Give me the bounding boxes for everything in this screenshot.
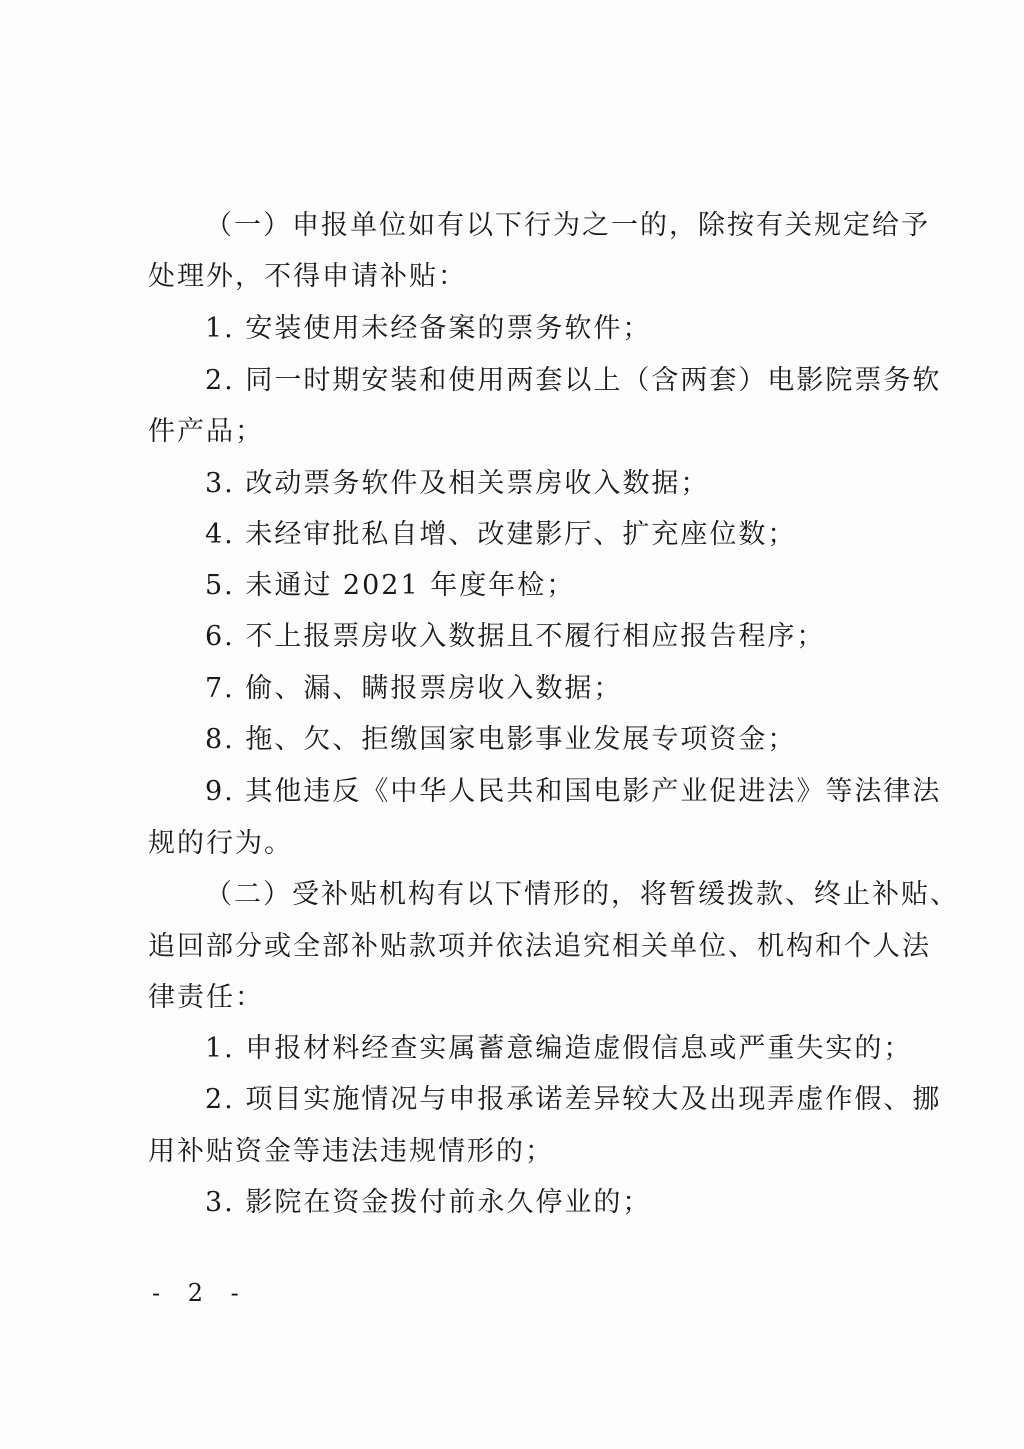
section2-intro-line1: （二）受补贴机构有以下情形的，将暂缓拨款、终止补贴、 — [205, 879, 959, 910]
section1-item-1: 1. 安装使用未经备案的票务软件； — [205, 313, 652, 344]
section1-item-4: 4. 未经审批私自增、改建影厅、扩充座位数； — [205, 519, 797, 550]
section1-item-9-line1: 9. 其他违反《中华人民共和国电影产业促进法》等法律法 — [205, 776, 942, 807]
section1-item-9-line2: 规的行为。 — [148, 828, 293, 859]
section2-item-2-line2: 用补贴资金等违法违规情形的； — [148, 1136, 554, 1167]
page-number: - 2 - — [152, 1279, 249, 1307]
section1-item-8: 8. 拖、欠、拒缴国家电影事业发展专项资金； — [205, 724, 797, 755]
section2-item-3: 3. 影院在资金拨付前永久停业的； — [205, 1187, 652, 1218]
section2-intro-line2: 追回部分或全部补贴款项并依法追究相关单位、机构和个人法 — [148, 931, 931, 962]
section1-item-3: 3. 改动票务软件及相关票房收入数据； — [205, 468, 710, 499]
section1-item-2-line1: 2. 同一时期安装和使用两套以上（含两套）电影院票务软 — [205, 365, 942, 396]
section1-intro-line1: （一）申报单位如有以下行为之一的，除按有关规定给予 — [205, 210, 930, 241]
section1-intro-line2: 处理外，不得申请补贴： — [148, 261, 467, 292]
section1-item-7: 7. 偷、漏、瞒报票房收入数据； — [205, 673, 623, 704]
section1-item-5: 5. 未通过 2021 年度年检； — [205, 570, 576, 601]
section2-intro-line3: 律责任： — [148, 982, 264, 1013]
section2-item-1: 1. 申报材料经查实属蓄意编造虚假信息或严重失实的； — [205, 1033, 913, 1064]
section1-item-2-line2: 件产品； — [148, 416, 264, 447]
section2-item-2-line1: 2. 项目实施情况与申报承诺差异较大及出现弄虚作假、挪 — [205, 1084, 942, 1115]
section1-item-6: 6. 不上报票房收入数据且不履行相应报告程序； — [205, 621, 826, 652]
